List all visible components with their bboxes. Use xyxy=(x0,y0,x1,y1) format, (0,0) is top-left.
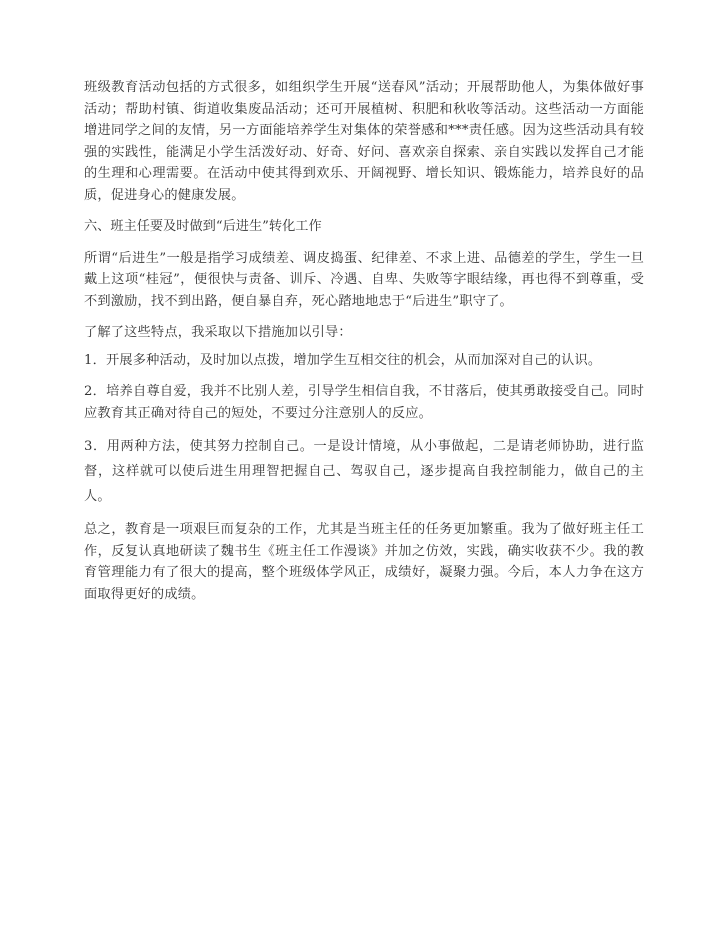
list-item-measure-1: 1．开展多种活动，及时加以点拨，增加学生互相交往的机会，从而加深对自己的认识。 xyxy=(84,352,602,368)
section-heading-six: 六、班主任要及时做到“后进生”转化工作 xyxy=(84,219,322,234)
list-item-measure-2: 2．培养自尊自爱，我并不比别人差，引导学生相信自我，不甘落后，使其勇敢接受自己。同时应教育其正确对待自己的短处，不要过分注意别人的反应。 xyxy=(84,384,644,421)
paragraph-conclusion: 总之，教育是一项艰巨而复杂的工作，尤其是当班主任的任务更加繁重。我为了做好班主任工作，反复认真地研读了魏书生《班主任工作漫谈》并加之仿效，实践，确实收获不少。我的教育管理能力有了很大的提高，整个班级体学风正，成绩好，凝聚力强。今后，本人力争在这方面取得更好的成绩。 xyxy=(84,522,644,602)
document-body xyxy=(84,77,644,615)
paragraph-measures-intro: 了解了这些特点，我采取以下措施加以引导： xyxy=(84,325,352,340)
paragraph-activities: 班级教育活动包括的方式很多，如组织学生开展“送春风”活动；开展帮助他人，为集体做好事活动；帮助村镇、街道收集废品活动；还可开展植树、积肥和秋收等活动。这些活动一方面能增进同学之间的友情，另一方面能培养学生对集体的荣誉感和***责任感。因为这些活动具有较强的实践性，能满足小学生活泼好动、好奇、好问、喜欢亲自探索、亲自实践以发挥自己才能的生理和心理需要。在活动中使其得到欢乐、开阔视野、增长知识、锻炼能力，培养良好的品质，促进身心的健康发展。 xyxy=(84,80,644,203)
list-item-measure-3: 3．用两种方法，使其努力控制自己。一是设计情境，从小事做起，二是请老师协助，进行监督，这样就可以使后进生用理智把握自己、驾驭自己，逐步提高自我控制能力，做自己的主人。 xyxy=(84,439,644,504)
paragraph-laggard-students: 所谓“后进生”一般是指学习成绩差、调皮捣蛋、纪律差、不求上进、品德差的学生，学生一旦戴上这项“桂冠”，便很快与责备、训斥、冷遇、自卑、失败等字眼结缘，再也得不到尊重，受不到激励，找不到出路，便自暴自弃，死心踏地地忠于“后进生”职守了。 xyxy=(84,250,644,309)
